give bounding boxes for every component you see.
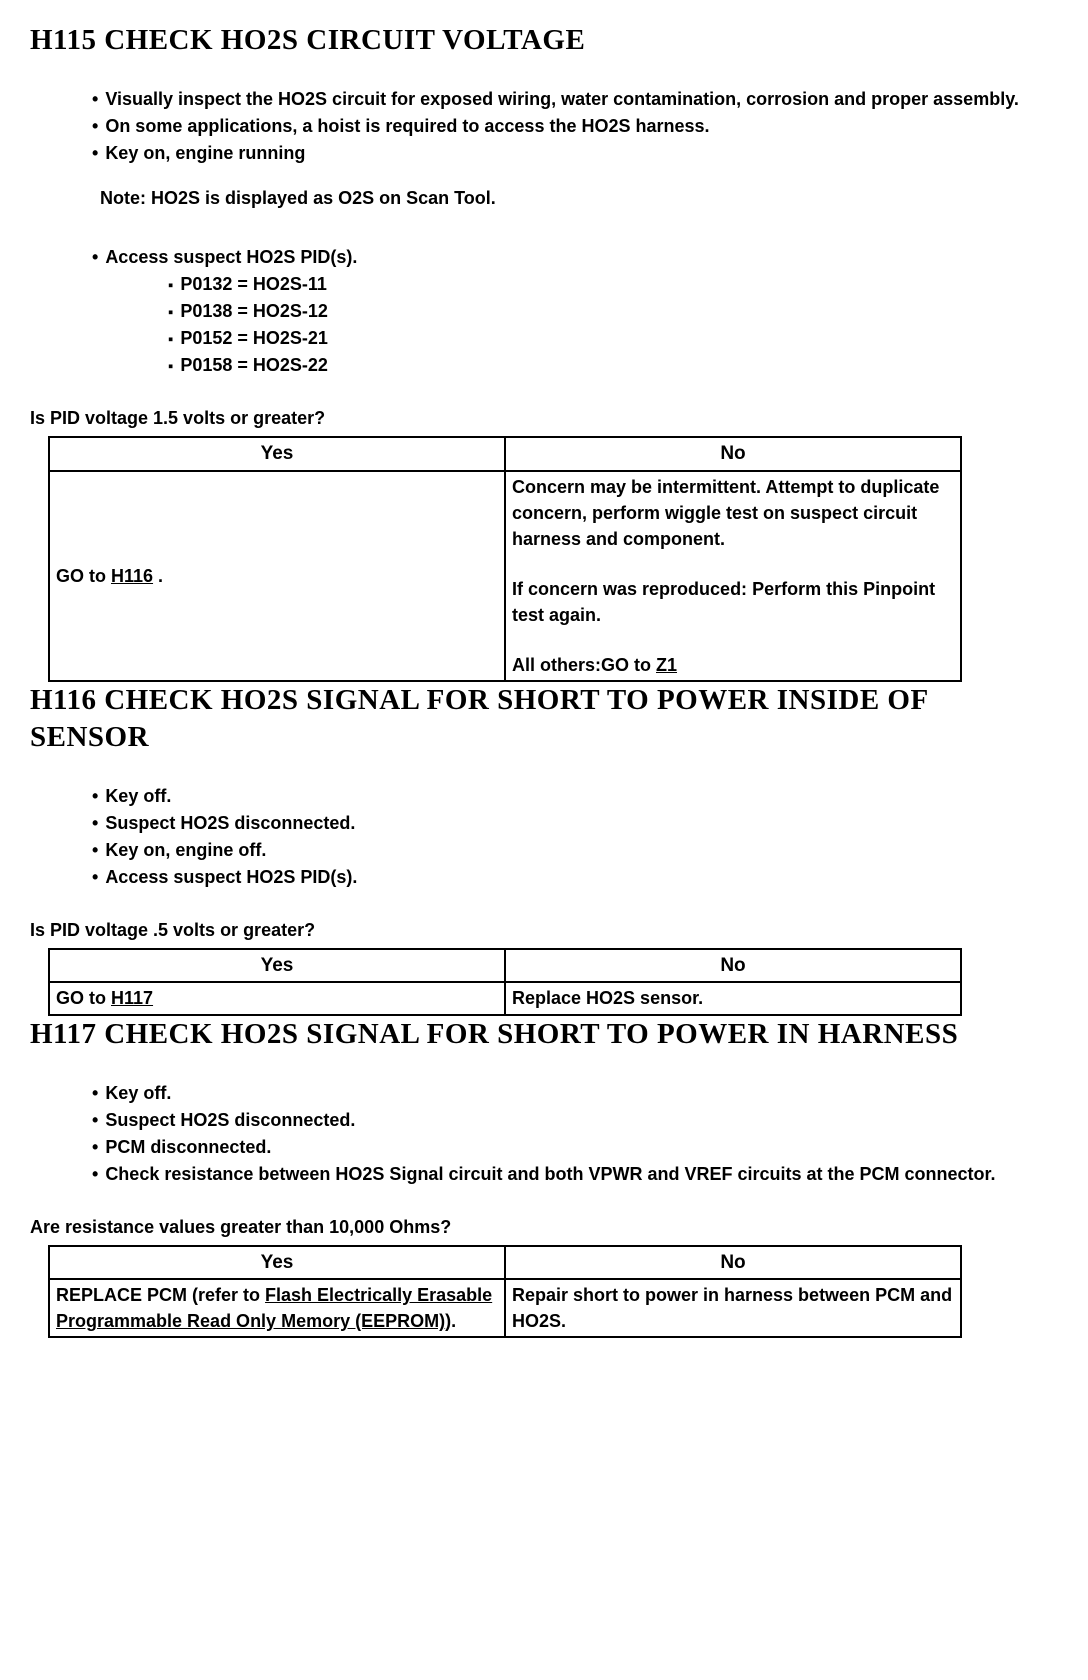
no-para3: All others:GO to Z1	[512, 655, 678, 676]
no-header: No	[505, 1246, 961, 1280]
bullet-item: • Suspect HO2S disconnected.	[92, 1107, 1058, 1134]
no-header: No	[505, 949, 961, 983]
yes-header: Yes	[49, 949, 505, 983]
bullet-item: • Key off.	[92, 1080, 1058, 1107]
section-h116	[30, 682, 1058, 1015]
yes-cell	[49, 471, 505, 682]
yes-header: Yes	[49, 1246, 505, 1280]
no-cell	[505, 982, 961, 1014]
bullet-item: • Access suspect HO2S PID(s).	[92, 244, 1058, 271]
pid-item: ▪ P0158 = HO2S-22	[168, 352, 1058, 379]
bullet-item: • PCM disconnected.	[92, 1134, 1058, 1161]
no-action: Repair short to power in harness between PCM and HO2S.	[512, 1285, 953, 1332]
yes-action: GO to H116 .	[56, 566, 164, 587]
section-h115	[30, 22, 1058, 682]
bullet-item: • Suspect HO2S disconnected.	[92, 810, 1058, 837]
result-table-h115	[48, 436, 962, 682]
bullet-item: • Visually inspect the HO2S circuit for exposed wiring, water contamination, corrosion and proper assembly.	[92, 86, 1058, 113]
bullet-item: • Access suspect HO2S PID(s).	[92, 864, 1058, 891]
question-h117: Are resistance values greater than 10,000 Ohms?	[30, 1216, 452, 1237]
question-h116: Is PID voltage .5 volts or greater?	[30, 919, 316, 940]
pid-item: ▪ P0152 = HO2S-21	[168, 325, 1058, 352]
yes-cell	[49, 1279, 505, 1337]
h115-bullet-list	[30, 86, 1058, 167]
yes-action: REPLACE PCM (refer to Flash Electrically Erasable Programmable Read Only Memory (EEPROM)).	[56, 1285, 493, 1332]
yes-header: Yes	[49, 437, 505, 471]
heading-h117: H117 CHECK HO2S SIGNAL FOR SHORT TO POWER IN HARNESS	[30, 1017, 959, 1050]
note-label: Note:	[100, 188, 146, 209]
pid-item: ▪ P0132 = HO2S-11	[168, 271, 1058, 298]
no-action: Replace HO2S sensor.	[512, 988, 704, 1009]
pid-list	[30, 271, 1058, 379]
yes-action: GO to H117	[56, 988, 154, 1009]
no-para2: If concern was reproduced: Perform this Pinpoint test again.	[512, 579, 936, 626]
result-table-h116	[48, 948, 962, 1016]
no-header: No	[505, 437, 961, 471]
link-h116[interactable]: H116	[111, 566, 154, 587]
note	[100, 185, 1058, 212]
bullet-item: • Key off.	[92, 783, 1058, 810]
note-text: HO2S is displayed as O2S on Scan Tool.	[146, 188, 496, 209]
bullet-item: • On some applications, a hoist is required to access the HO2S harness.	[92, 113, 1058, 140]
no-cell	[505, 471, 961, 682]
h116-bullet-list	[30, 783, 1058, 891]
heading-h115: H115 CHECK HO2S CIRCUIT VOLTAGE	[30, 24, 586, 56]
yes-cell	[49, 982, 505, 1014]
heading-h116: H116 CHECK HO2S SIGNAL FOR SHORT TO POWER INSIDE OF SENSOR	[30, 684, 928, 753]
link-eeprom[interactable]: Flash Electrically Erasable Programmable Read Only Memory (EEPROM)	[56, 1285, 493, 1332]
link-z1[interactable]: Z1	[656, 655, 678, 676]
bullet-item: • Key on, engine running	[92, 140, 1058, 167]
section-h117	[30, 1016, 1058, 1339]
h115-access-bullet-list	[30, 244, 1058, 271]
no-cell	[505, 1279, 961, 1337]
bullet-item: • Check resistance between HO2S Signal circuit and both VPWR and VREF circuits at the PCM connector.	[92, 1161, 1058, 1188]
question-h115: Is PID voltage 1.5 volts or greater?	[30, 408, 326, 429]
bullet-item: • Key on, engine off.	[92, 837, 1058, 864]
pid-item: ▪ P0138 = HO2S-12	[168, 298, 1058, 325]
h117-bullet-list	[30, 1080, 1058, 1188]
no-para1: Concern may be intermittent. Attempt to duplicate concern, perform wiggle test on suspect circuit harness and component.	[512, 476, 940, 549]
result-table-h117	[48, 1245, 962, 1339]
link-h117[interactable]: H117	[111, 988, 154, 1009]
